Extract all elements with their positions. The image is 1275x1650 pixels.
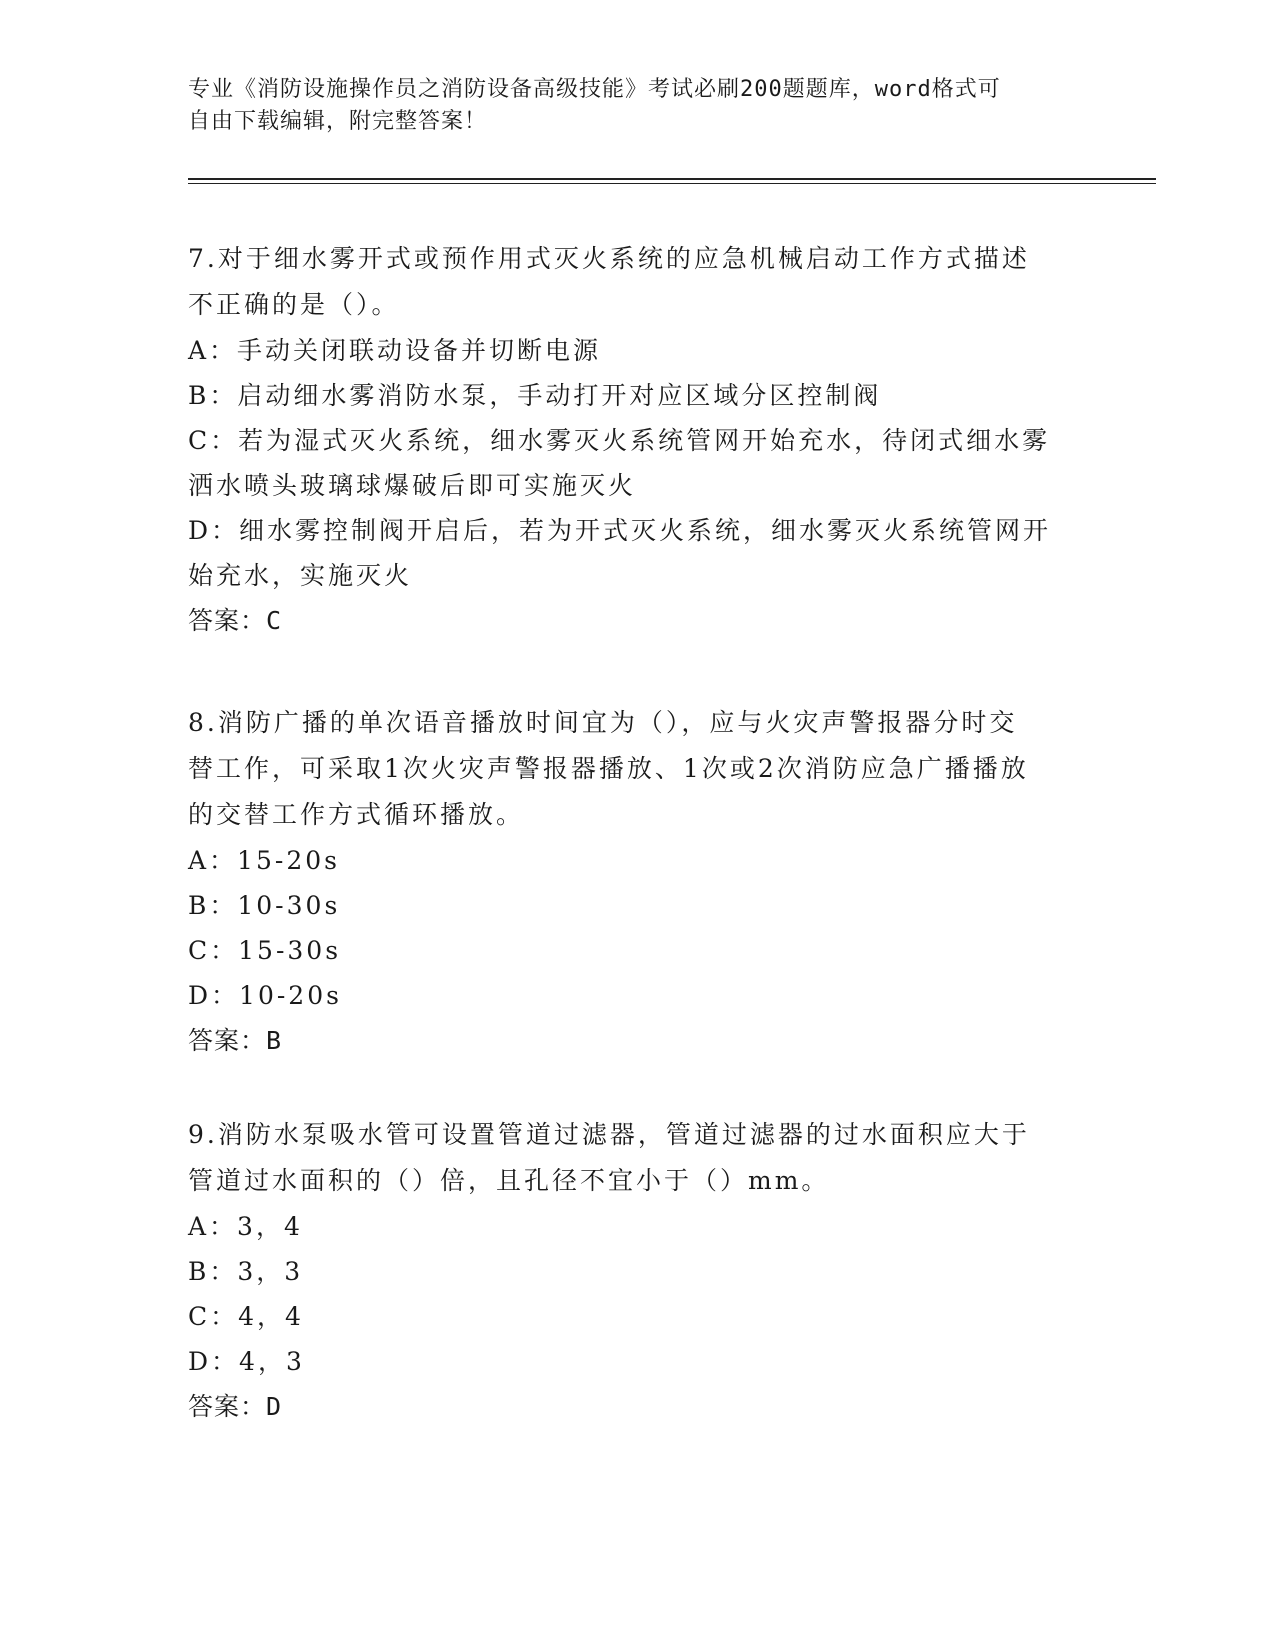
header-line-1: 专业《消防设施操作员之消防设备高级技能》考试必刷200题题库，word格式可 [188, 77, 1001, 102]
option-a: A：3，4 [188, 1212, 303, 1241]
option-c: C：15-30s [188, 936, 342, 965]
option-d: D：4，3 [188, 1347, 305, 1376]
question-stem-line: 7.对于细水雾开式或预作用式灭火系统的应急机械启动工作方式描述 [188, 244, 1030, 273]
option-b: B：启动细水雾消防水泵，手动打开对应区域分区控制阀 [188, 381, 882, 410]
option-c-continued: 洒水喷头玻璃球爆破后即可实施灭火 [188, 471, 637, 500]
option-c: C：4，4 [188, 1302, 304, 1331]
answer-line: 答案：D [188, 1392, 283, 1421]
option-b: B：10-30s [188, 891, 341, 920]
option-a: A：15-20s [188, 846, 340, 875]
header-divider-thin [188, 183, 1156, 184]
option-d: D：10-20s [188, 981, 342, 1010]
question-8 [188, 700, 1088, 1064]
answer-line: 答案：B [188, 1026, 283, 1055]
header-line-2: 自由下载编辑，附完整答案！ [188, 109, 488, 134]
question-9 [188, 1112, 1088, 1430]
option-d: D：细水雾控制阀开启后，若为开式灭火系统，细水雾灭火系统管网开 [188, 516, 1052, 545]
option-c: C：若为湿式灭火系统，细水雾灭火系统管网开始充水，待闭式细水雾 [188, 426, 1051, 455]
option-a: A：手动关闭联动设备并切断电源 [188, 336, 602, 365]
question-stem-line: 不正确的是（）。 [188, 290, 400, 319]
option-d-continued: 始充水，实施灭火 [188, 561, 413, 590]
answer-line: 答案：C [188, 606, 283, 635]
question-stem-line: 替工作，可采取1次火灾声警报器播放、1次或2次消防应急广播播放 [188, 754, 1029, 783]
question-stem-line: 管道过水面积的（）倍，且孔径不宜小于（）mm。 [188, 1166, 830, 1195]
question-7 [188, 236, 1088, 644]
question-stem-line: 9.消防水泵吸水管可设置管道过滤器，管道过滤器的过水面积应大于 [188, 1120, 1030, 1149]
question-stem-line: 的交替工作方式循环播放。 [188, 800, 525, 829]
option-b: B：3，3 [188, 1257, 304, 1286]
document-header [188, 74, 1068, 138]
header-divider-thick [188, 178, 1156, 180]
question-stem-line: 8.消防广播的单次语音播放时间宜为（），应与火灾声警报器分时交 [188, 708, 1018, 737]
